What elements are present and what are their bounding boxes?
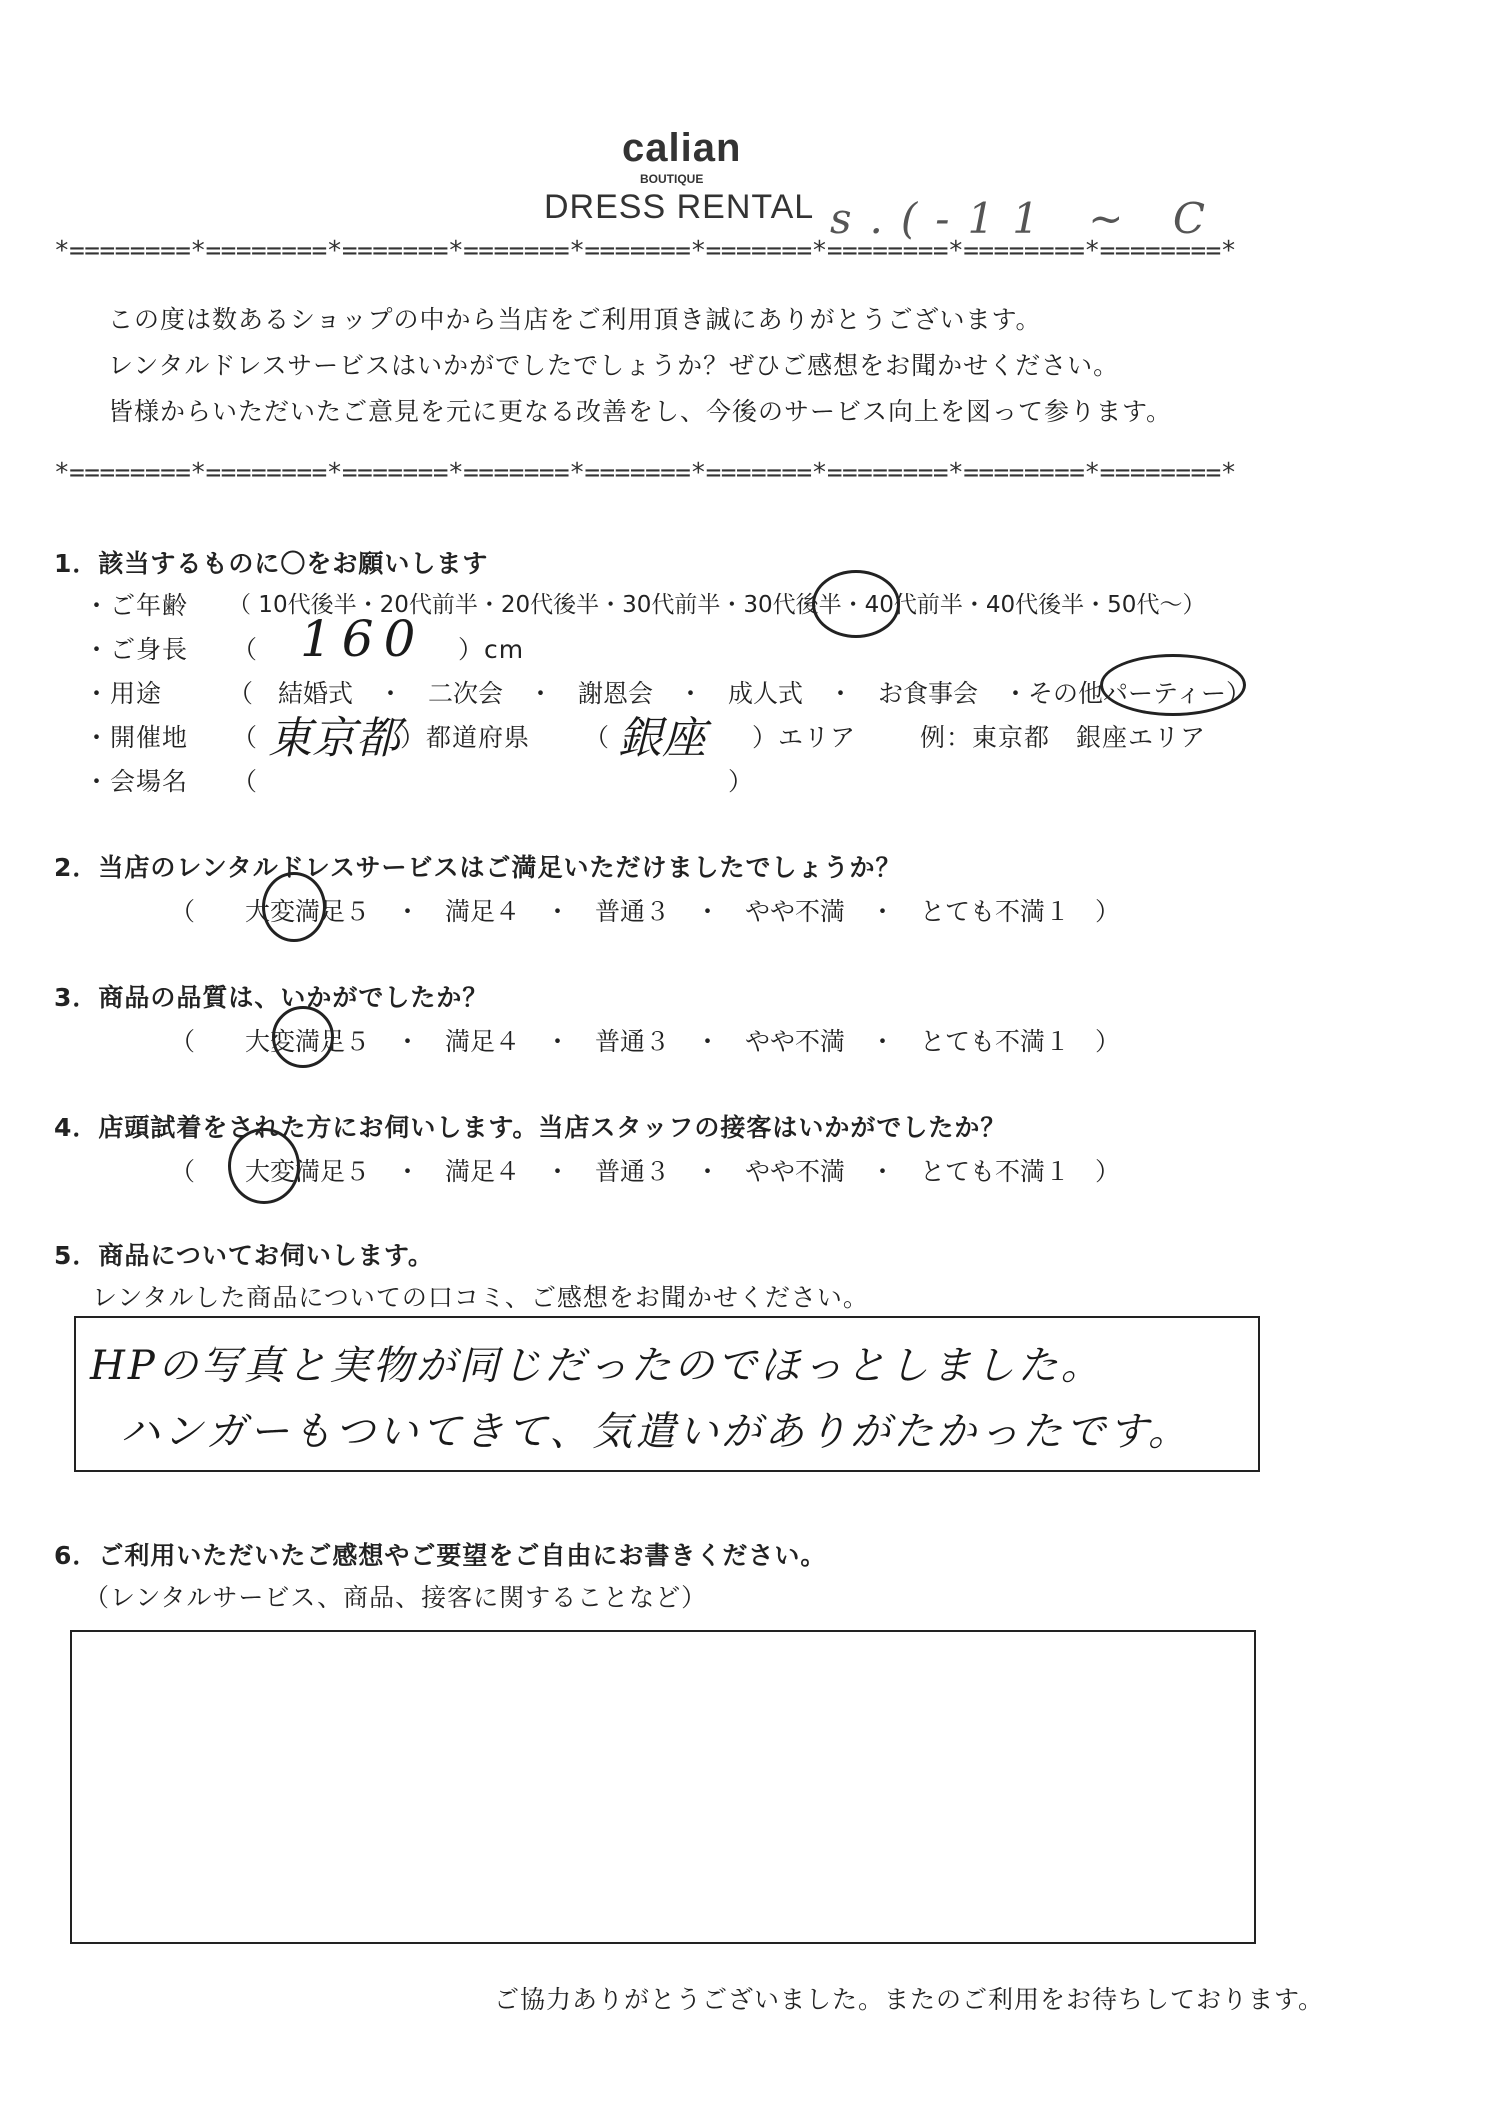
footer-thanks: ご協力ありがとうございました。またのご利用をお待ちしております。 [494, 1985, 1325, 2014]
service-title: DRESS RENTAL [544, 188, 815, 226]
q3-options: （ 大変満足５ ・ 満足４ ・ 普通３ ・ やや不満 ・ とても不満１ ） [170, 1027, 1121, 1056]
separator-top: *========*========*=======*=======*=======*=======*========*========*========* [54, 236, 1236, 266]
q5-answer-line-2: ハンガーもついてきて、気遣いがありがたかったです。 [120, 1409, 1191, 1455]
q2-selection-mark [262, 872, 326, 942]
height-value: 160 [300, 610, 426, 668]
q6-answer-box[interactable] [70, 1630, 1256, 1944]
age-options: （ 10代後半・20代前半・20代後半・30代前半・30代後半・40代前半・40代後半・50代～） [228, 592, 1206, 618]
q3-selection-mark [272, 1006, 334, 1068]
purpose-label: ・用途 [84, 679, 163, 708]
venue-example: 例：東京都 銀座エリア [920, 723, 1207, 752]
place-close: ） [728, 767, 755, 796]
age-label: ・ご年齢 [84, 591, 189, 620]
q2-title: 2．当店のレンタルドレスサービスはご満足いただけましたでしょうか？ [54, 853, 902, 882]
q1-title: 1．該当するものに〇をお願いします [54, 549, 489, 578]
place-label: ・会場名 [84, 767, 189, 796]
prefecture-value: 東京都 [268, 713, 400, 764]
height-open: （ [232, 635, 259, 664]
height-close: ）cm [458, 635, 525, 664]
purpose-selection-mark [1100, 654, 1246, 716]
q5-title: 5．商品についてお伺いします。 [54, 1241, 434, 1270]
area-label: ）エリア [752, 723, 857, 752]
brand-logo: calian [622, 126, 742, 170]
brand-sub: BOUTIQUE [640, 172, 704, 186]
area-value: 銀座 [618, 713, 706, 764]
q2-options: （ 大変満足５ ・ 満足４ ・ 普通３ ・ やや不満 ・ とても不満１ ） [170, 897, 1121, 926]
q4-selection-mark [228, 1128, 300, 1204]
q5-answer-line-1: HPの写真と実物が同じだったのでほっとしました。 [90, 1343, 1104, 1389]
place-open: （ [232, 767, 259, 796]
handwritten-note: s.(-11 ~ C [830, 194, 1223, 243]
area-open: （ [584, 723, 611, 752]
q4-options: （ 大変満足５ ・ 満足４ ・ 普通３ ・ やや不満 ・ とても不満１ ） [170, 1157, 1121, 1186]
q5-subtitle: レンタルした商品についての口コミ、ご感想をお聞かせください。 [92, 1283, 869, 1312]
venue-open: （ [232, 723, 259, 752]
intro-line-2: レンタルドレスサービスはいかがでしたでしょうか？ぜひご感想をお聞かせください。 [108, 351, 1120, 380]
separator-bottom: *========*========*=======*=======*=======*=======*========*========*========* [54, 458, 1236, 488]
q4-title: 4．店頭試着をされた方にお伺いします。当店スタッフの接客はいかがでしたか？ [54, 1113, 1007, 1142]
height-label: ・ご身長 [84, 635, 189, 664]
purpose-options: （ 結婚式 ・ 二次会 ・ 謝恩会 ・ 成人式 ・ お食事会 ・その他パーティー） [228, 679, 1252, 708]
q5-answer-box[interactable] [74, 1316, 1260, 1472]
intro-line-3: 皆様からいただいたご意見を元に更なる改善をし、今後のサービス向上を図って参ります。 [108, 397, 1173, 426]
age-selection-mark [812, 570, 900, 638]
q3-title: 3．商品の品質は、いかがでしたか？ [54, 983, 489, 1012]
q6-title: 6．ご利用いただいたご感想やご要望をご自由にお書きください。 [54, 1541, 827, 1570]
prefecture-label: ）都道府県 [400, 723, 531, 752]
venue-label: ・開催地 [84, 723, 189, 752]
intro-line-1: この度は数あるショップの中から当店をご利用頂き誠にありがとうございます。 [108, 305, 1042, 334]
q6-subtitle: （レンタルサービス、商品、接客に関することなど） [84, 1583, 708, 1612]
